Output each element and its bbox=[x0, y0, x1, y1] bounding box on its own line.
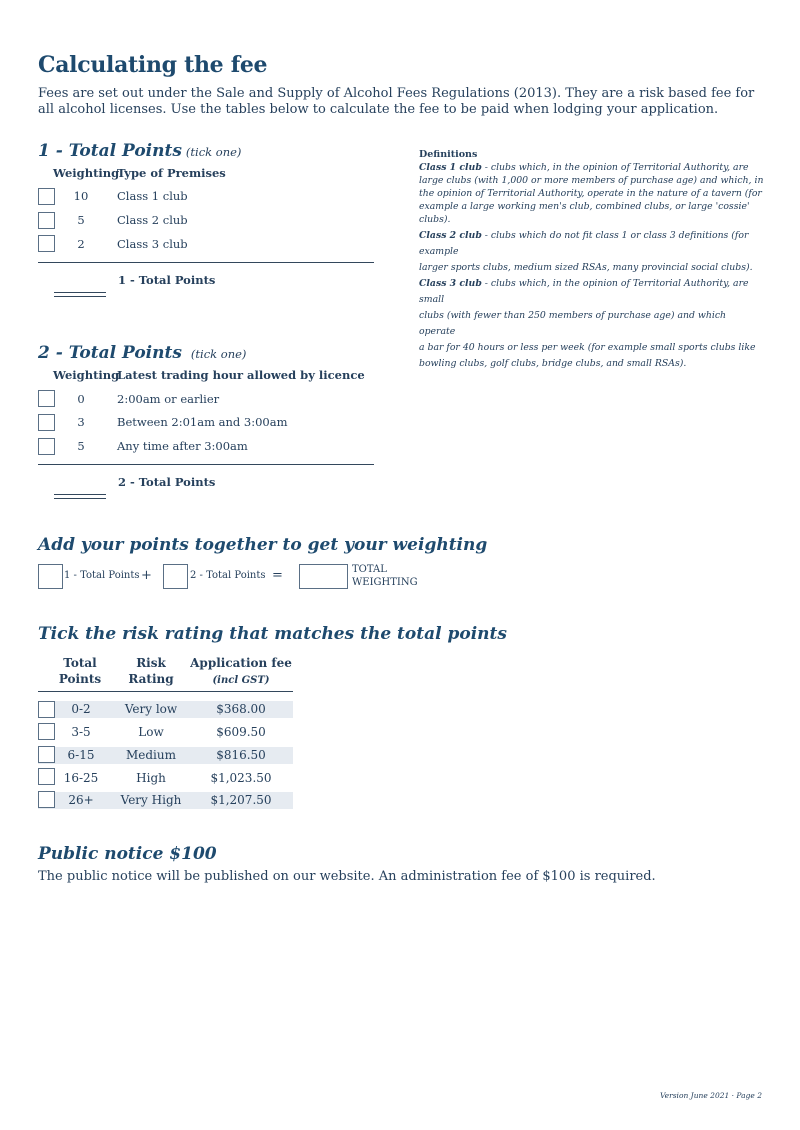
class1-def-line3: the opinion of Territorial Authority, operate in the nature of a tavern (for bbox=[419, 188, 762, 199]
class1-definition bbox=[419, 161, 764, 226]
hour-2am-weight: 0 bbox=[77, 392, 85, 406]
risk-low-points: 3-5 bbox=[71, 725, 91, 739]
risk-very-low-fee: $368.00 bbox=[216, 702, 266, 716]
risk-very-high-fee: $1,207.50 bbox=[210, 793, 272, 807]
risk-col-rating bbox=[116, 655, 186, 687]
risk-col-fee-2: (incl GST) bbox=[212, 675, 270, 686]
section2-total-input[interactable] bbox=[54, 494, 106, 499]
public-notice-heading: Public notice $100 bbox=[38, 844, 217, 864]
risk-high-fee: $1,023.50 bbox=[210, 771, 272, 785]
weighting-box2-input[interactable] bbox=[163, 564, 188, 589]
plus-symbol: + bbox=[141, 568, 152, 583]
class2-weight: 5 bbox=[77, 213, 85, 227]
risk-col-fee bbox=[186, 655, 296, 689]
risk-col-rating-2: Rating bbox=[128, 672, 174, 686]
weighting-box2-label: 2 - Total Points bbox=[190, 570, 266, 581]
section2-heading bbox=[38, 343, 246, 363]
definitions-block bbox=[419, 148, 764, 372]
class1-def-line1: - clubs which, in the opinion of Territorial Authority, are bbox=[481, 162, 749, 173]
risk-medium-points: 6-15 bbox=[67, 748, 95, 762]
public-notice-text: The public notice will be published on our website. An administration fee of $100 is required. bbox=[38, 869, 656, 884]
risk-medium-checkbox[interactable] bbox=[38, 746, 55, 763]
class2-term: Class 2 club bbox=[419, 230, 482, 241]
class3-def-line3: a bar for 40 hours or less per week (for example small sports clubs like bbox=[419, 342, 756, 353]
total-weighting-line2: WEIGHTING bbox=[352, 577, 418, 588]
risk-very-low-points: 0-2 bbox=[71, 702, 91, 716]
hour-after-3am-checkbox[interactable] bbox=[38, 438, 55, 455]
equals-symbol: = bbox=[272, 568, 283, 583]
risk-high-checkbox[interactable] bbox=[38, 768, 55, 785]
class1-def-line4: example a large working men's club, combined clubs, or large 'cossie' clubs). bbox=[419, 201, 750, 225]
risk-very-low-rating: Very low bbox=[124, 702, 178, 716]
section1-total-input[interactable] bbox=[54, 292, 106, 297]
section1-heading-text: 1 - Total Points bbox=[38, 141, 182, 161]
section2-col-weighting: Weighting bbox=[53, 368, 120, 382]
risk-col-fee-1: Application fee bbox=[190, 656, 292, 670]
section2-divider bbox=[38, 464, 374, 465]
total-weighting-label bbox=[352, 563, 418, 589]
class3-def-line2: clubs (with fewer than 250 members of purchase age) and which operate bbox=[419, 310, 727, 337]
risk-medium-rating: Medium bbox=[125, 748, 176, 762]
risk-high-rating: High bbox=[136, 771, 166, 785]
class3-term: Class 3 club bbox=[419, 278, 482, 289]
weighting-heading: Add your points together to get your weighting bbox=[38, 535, 488, 555]
class2-checkbox[interactable] bbox=[38, 212, 55, 229]
risk-low-checkbox[interactable] bbox=[38, 723, 55, 740]
hour-after-3am-label: Any time after 3:00am bbox=[117, 439, 248, 453]
section1-col-weighting: Weighting bbox=[53, 166, 120, 180]
risk-heading: Tick the risk rating that matches the total points bbox=[38, 624, 507, 644]
hour-2am-checkbox[interactable] bbox=[38, 390, 55, 407]
total-weighting-line1: TOTAL bbox=[352, 564, 387, 575]
section1-col-type: Type of Premises bbox=[117, 166, 226, 180]
class1-term: Class 1 club bbox=[419, 162, 482, 173]
class3-checkbox[interactable] bbox=[38, 235, 55, 252]
class1-def-line2: large clubs (with 1,000 or more members of purchase age) and which, in bbox=[419, 175, 764, 186]
class2-definition bbox=[419, 228, 764, 276]
definitions-heading: Definitions bbox=[419, 149, 478, 160]
section1-tick-note: (tick one) bbox=[185, 145, 242, 159]
class3-def-line1: - clubs which, in the opinion of Territorial Authority, are small bbox=[419, 278, 749, 305]
section2-tick-note: (tick one) bbox=[190, 347, 247, 361]
class2-def-line2: larger sports clubs, medium sized RSAs, many provincial social clubs). bbox=[419, 262, 753, 273]
total-weighting-input[interactable] bbox=[299, 564, 348, 589]
page-title: Calculating the fee bbox=[38, 52, 268, 78]
risk-col-points bbox=[50, 655, 110, 687]
weighting-box1-label: 1 - Total Points bbox=[64, 570, 140, 581]
class1-label: Class 1 club bbox=[117, 189, 188, 203]
section1-total-label: 1 - Total Points bbox=[118, 273, 216, 287]
risk-very-high-points: 26+ bbox=[68, 793, 94, 807]
risk-medium-fee: $816.50 bbox=[216, 748, 266, 762]
risk-header-divider bbox=[38, 691, 293, 692]
risk-very-high-checkbox[interactable] bbox=[38, 791, 55, 808]
risk-col-points-2: Points bbox=[58, 672, 102, 686]
page-footer: Version June 2021 · Page 2 bbox=[659, 1091, 762, 1100]
class2-def-line1: - clubs which do not fit class 1 or class 3 definitions (for example bbox=[419, 230, 749, 257]
hour-3am-checkbox[interactable] bbox=[38, 414, 55, 431]
risk-high-points: 16-25 bbox=[63, 771, 99, 785]
risk-very-high-rating: Very High bbox=[120, 793, 182, 807]
hour-3am-weight: 3 bbox=[77, 415, 85, 429]
weighting-box1-input[interactable] bbox=[38, 564, 63, 589]
risk-low-rating: Low bbox=[138, 725, 164, 739]
hour-3am-label: Between 2:01am and 3:00am bbox=[117, 415, 288, 429]
hour-after-3am-weight: 5 bbox=[77, 439, 85, 453]
section1-divider bbox=[38, 262, 374, 263]
section1-heading bbox=[38, 141, 241, 161]
risk-col-points-1: Total bbox=[63, 656, 97, 670]
risk-col-rating-1: Risk bbox=[136, 656, 166, 670]
class1-checkbox[interactable] bbox=[38, 188, 55, 205]
class2-label: Class 2 club bbox=[117, 213, 188, 227]
hour-2am-label: 2:00am or earlier bbox=[117, 392, 220, 406]
class3-weight: 2 bbox=[77, 237, 85, 251]
class3-definition bbox=[419, 276, 764, 372]
intro-paragraph: Fees are set out under the Sale and Supply of Alcohol Fees Regulations (2013). They are a risk based fee for all alcohol licenses. Use the tables below to calculate the fee to be paid when lodging your application. bbox=[38, 86, 755, 117]
class3-def-line4: bowling clubs, golf clubs, bridge clubs, and small RSAs). bbox=[419, 358, 687, 369]
section2-heading-text: 2 - Total Points bbox=[38, 343, 182, 363]
section2-total-label: 2 - Total Points bbox=[118, 475, 216, 489]
section2-col-hour: Latest trading hour allowed by licence bbox=[117, 368, 365, 382]
class1-weight: 10 bbox=[73, 189, 89, 203]
risk-very-low-checkbox[interactable] bbox=[38, 701, 55, 718]
risk-low-fee: $609.50 bbox=[216, 725, 266, 739]
class3-label: Class 3 club bbox=[117, 237, 188, 251]
